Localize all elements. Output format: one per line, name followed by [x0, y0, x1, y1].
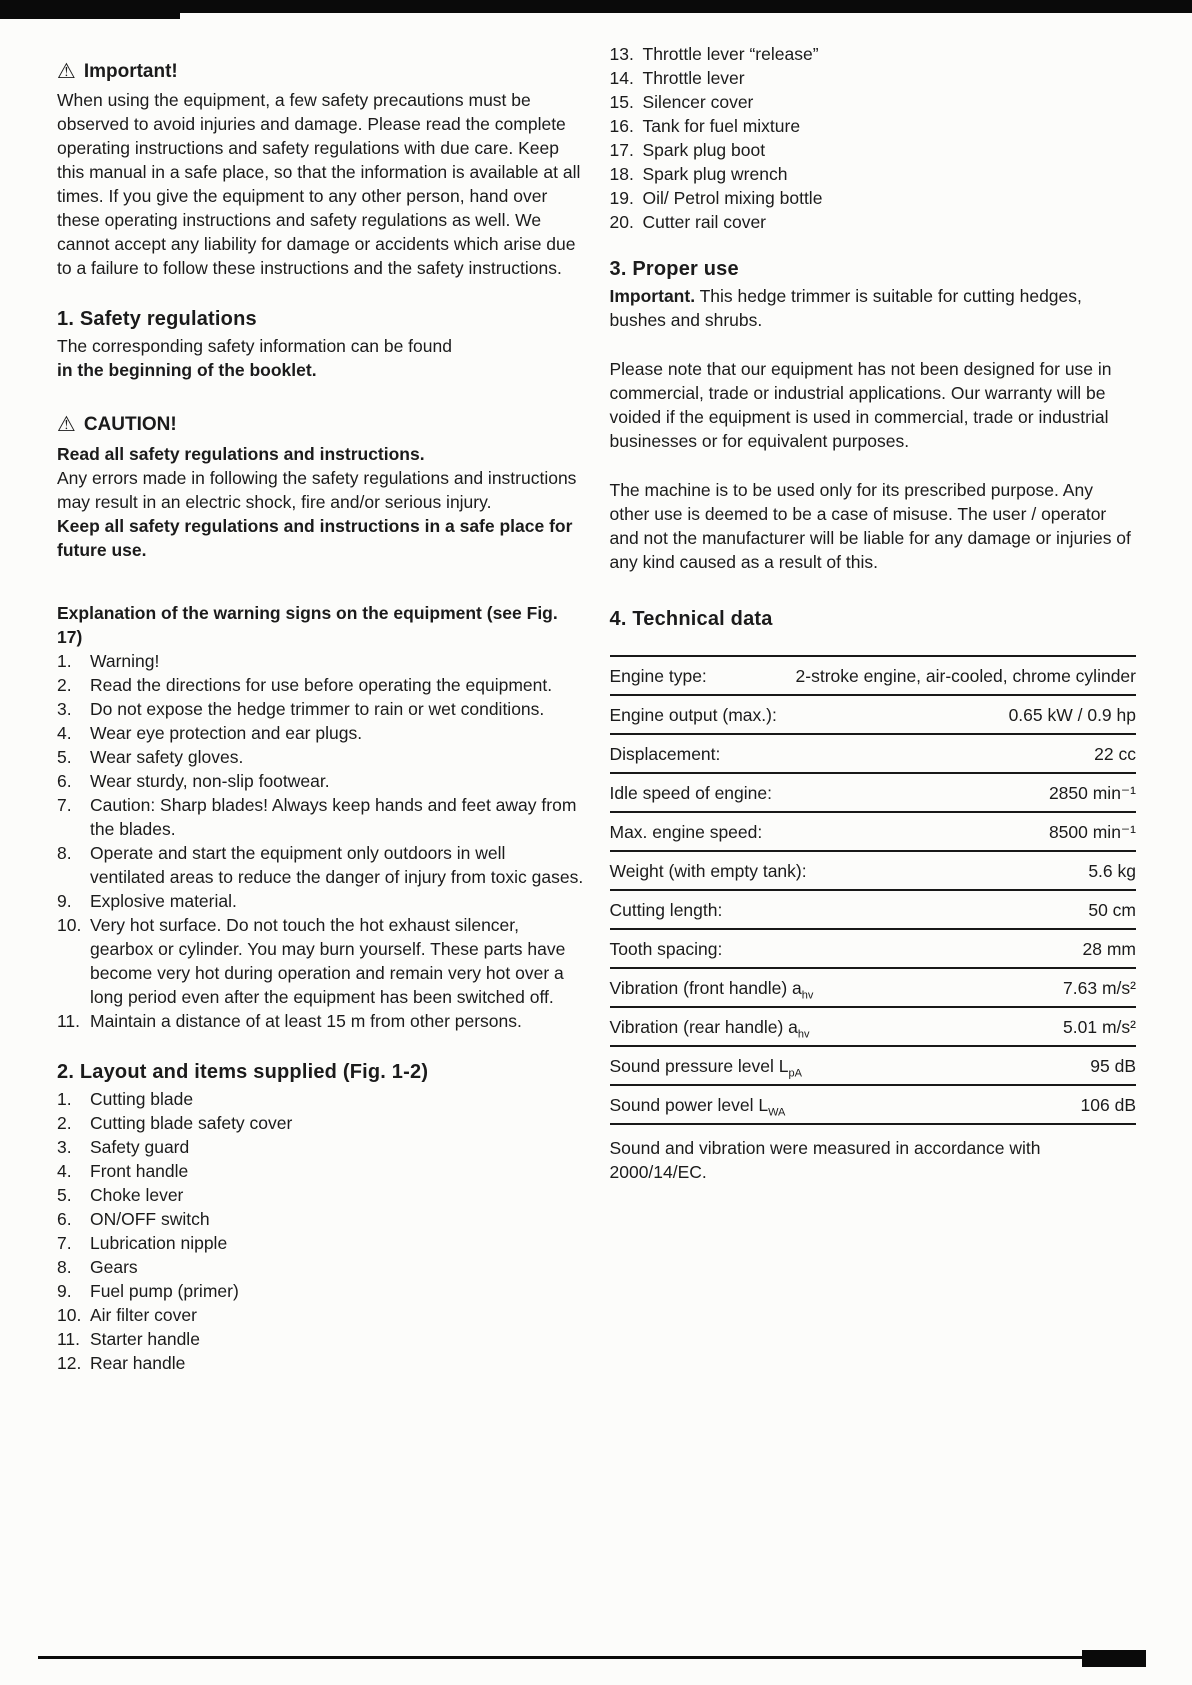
- technical-data-row: [610, 735, 1137, 774]
- list-item: [57, 1159, 584, 1183]
- technical-data-label-subscript: hv: [801, 989, 814, 1002]
- technical-data-row: [610, 1086, 1137, 1125]
- list-item-number: 4.: [57, 723, 72, 743]
- list-item: [57, 793, 584, 841]
- list-item-text: Explosive material.: [90, 891, 237, 911]
- list-item-number: 2.: [57, 1113, 72, 1133]
- list-item: [610, 186, 1137, 210]
- technical-data-value: 28 mm: [1082, 939, 1136, 959]
- list-item-text: Safety guard: [90, 1137, 190, 1157]
- list-item: [57, 1135, 584, 1159]
- list-item-number: 17.: [609, 140, 634, 160]
- list-item-number: 5.: [57, 1185, 72, 1205]
- list-item: [57, 1255, 584, 1279]
- list-item-text: ON/OFF switch: [90, 1209, 210, 1229]
- list-item-number: 19.: [609, 188, 634, 208]
- technical-data-label: [610, 937, 735, 961]
- list-item: [57, 1111, 584, 1135]
- technical-data-label: [610, 1054, 814, 1078]
- list-item-text: Wear eye protection and ear plugs.: [90, 723, 363, 743]
- list-item: [610, 162, 1137, 186]
- technical-data-row: [610, 969, 1137, 1008]
- technical-data-label-text: Engine type:: [609, 666, 707, 686]
- section-safety-regulations: [57, 307, 584, 382]
- list-item-text: Cutting blade safety cover: [90, 1113, 293, 1133]
- technical-data-label-text: Engine output (max.):: [609, 705, 777, 725]
- list-item: [57, 913, 584, 1009]
- list-item-number: 4.: [57, 1161, 72, 1181]
- technical-data-label: [610, 1015, 822, 1039]
- list-item-text: Front handle: [90, 1161, 189, 1181]
- list-item-text: Caution: Sharp blades! Always keep hands and feet away from the blades.: [90, 795, 577, 839]
- technical-data-label-text: Max. engine speed:: [609, 822, 763, 842]
- safety-regulations-body-bold: in the beginning of the booklet.: [57, 360, 317, 380]
- list-item-number: 1.: [57, 1089, 72, 1109]
- list-item-number: 2.: [57, 675, 72, 695]
- technical-data-label-text: Sound pressure level L: [609, 1056, 789, 1076]
- list-item: [57, 697, 584, 721]
- technical-data-row: [610, 696, 1137, 735]
- caution-heading-text: CAUTION!: [83, 414, 177, 435]
- caution-tail: Keep all safety regulations and instructions in a safe place for future use.: [57, 516, 573, 560]
- warning-signs-heading: Explanation of the warning signs on the equipment (see Fig. 17): [57, 603, 558, 647]
- technical-data-label: [610, 703, 789, 727]
- list-item-number: 9.: [57, 891, 72, 911]
- list-item-number: 8.: [57, 1257, 72, 1277]
- list-item-number: 6.: [57, 1209, 72, 1229]
- list-item-number: 9.: [57, 1281, 72, 1301]
- warning-triangle-icon: ⚠: [57, 59, 76, 83]
- technical-data-value: 2850 min⁻¹: [1048, 783, 1136, 803]
- list-item-text: Rear handle: [90, 1353, 186, 1373]
- technical-data-label: [610, 859, 819, 883]
- list-item-number: 11.: [57, 1329, 81, 1349]
- section-technical-data: [610, 607, 1137, 1184]
- list-item: [57, 1087, 584, 1111]
- technical-data-value: 2-stroke engine, air-cooled, chrome cylinder: [795, 666, 1136, 686]
- technical-data-value: 22 cc: [1094, 744, 1136, 764]
- technical-data-value: 7.63 m/s²: [1063, 978, 1136, 998]
- technical-data-label-text: Displacement:: [609, 744, 721, 764]
- technical-data-label: [610, 781, 785, 805]
- scan-bottom-rule: [38, 1656, 1142, 1659]
- list-item: [57, 841, 584, 889]
- caution-lead: Read all safety regulations and instructions.: [57, 444, 425, 464]
- technical-data-label-subscript: hv: [797, 1028, 810, 1041]
- list-item: [57, 769, 584, 793]
- scan-edge-top-left: [0, 0, 180, 19]
- technical-data-row: [610, 1008, 1137, 1047]
- list-item-number: 15.: [609, 92, 634, 112]
- proper-use-para1: Please note that our equipment has not been designed for use in commercial, trade or industrial applications. Our warranty will be voided if the equipment is used in commercial, trade or industrial businesses or for equivalent purposes.: [609, 359, 1112, 451]
- technical-data-label: [610, 1093, 798, 1117]
- list-item-text: Spark plug boot: [642, 140, 766, 160]
- list-item-number: 3.: [57, 699, 72, 719]
- list-item: [57, 1231, 584, 1255]
- list-item: [610, 42, 1137, 66]
- right-column: [610, 42, 1137, 1375]
- section-layout-items: [57, 1060, 584, 1375]
- list-item-number: 14.: [609, 68, 634, 88]
- technical-data-label-text: Vibration (rear handle) a: [609, 1017, 798, 1037]
- safety-regulations-body: [57, 334, 584, 382]
- list-item-text: Throttle lever “release”: [642, 44, 819, 64]
- technical-data-value: 0.65 kW / 0.9 hp: [1008, 705, 1136, 725]
- list-item: [610, 90, 1137, 114]
- technical-data-row: [610, 891, 1137, 930]
- list-item: [57, 1279, 584, 1303]
- technical-data-row: [610, 1047, 1137, 1086]
- list-item: [57, 1327, 584, 1351]
- technical-data-row: [610, 930, 1137, 969]
- list-item-text: Starter handle: [90, 1329, 200, 1349]
- technical-data-label-text: Weight (with empty tank):: [609, 861, 807, 881]
- list-item: [57, 649, 584, 673]
- technical-data-label-text: Vibration (front handle) a: [609, 978, 802, 998]
- technical-data-label-subscript: pA: [788, 1067, 802, 1080]
- list-item-number: 16.: [609, 116, 634, 136]
- technical-data-label: [610, 898, 735, 922]
- technical-data-value: 8500 min⁻¹: [1048, 822, 1136, 842]
- list-item-number: 20.: [609, 212, 634, 232]
- layout-items-13-20: [610, 42, 1137, 234]
- list-item-text: Wear safety gloves.: [90, 747, 244, 767]
- scan-artifact-bottom-right: [1082, 1650, 1146, 1667]
- technical-data-label-subscript: WA: [768, 1106, 786, 1119]
- technical-data-label: [610, 820, 775, 844]
- list-item-text: Do not expose the hedge trimmer to rain or wet conditions.: [90, 699, 545, 719]
- list-item-number: 7.: [57, 1233, 72, 1253]
- list-item: [57, 1351, 584, 1375]
- caution-heading: [57, 413, 584, 437]
- caution-body: Any errors made in following the safety regulations and instructions may result in an electric shock, fire and/or serious injury.: [57, 468, 577, 512]
- list-item-number: 7.: [57, 795, 72, 815]
- list-item-text: Warning!: [90, 651, 160, 671]
- list-item-text: Oil/ Petrol mixing bottle: [642, 188, 823, 208]
- list-item-text: Wear sturdy, non-slip footwear.: [90, 771, 330, 791]
- list-item-number: 18.: [609, 164, 634, 184]
- list-item-text: Throttle lever: [642, 68, 745, 88]
- important-heading: [57, 60, 584, 84]
- list-item-text: Cutter rail cover: [642, 212, 767, 232]
- safety-regulations-heading: 1. Safety regulations: [57, 308, 257, 330]
- technical-data-heading: 4. Technical data: [609, 608, 773, 630]
- list-item-text: Tank for fuel mixture: [642, 116, 801, 136]
- list-item-text: Fuel pump (primer): [90, 1281, 239, 1301]
- technical-data-label-text: Cutting length:: [609, 900, 723, 920]
- left-column: [57, 42, 584, 1375]
- list-item-text: Operate and start the equipment only outdoors in well ventilated areas to reduce the danger of injury from toxic gases.: [90, 843, 584, 887]
- list-item-text: Air filter cover: [90, 1305, 197, 1325]
- technical-data-label: [610, 664, 719, 688]
- list-item: [57, 721, 584, 745]
- list-item-number: 6.: [57, 771, 72, 791]
- technical-data-value: 106 dB: [1080, 1095, 1136, 1115]
- technical-data-row: [610, 813, 1137, 852]
- important-heading-text: Important!: [83, 61, 178, 82]
- list-item-number: 11.: [57, 1011, 81, 1031]
- list-item: [57, 1207, 584, 1231]
- list-item-number: 13.: [609, 44, 634, 64]
- technical-data-row: [610, 852, 1137, 891]
- list-item-text: Spark plug wrench: [642, 164, 788, 184]
- section-important: [57, 60, 584, 280]
- list-item-text: Lubrication nipple: [90, 1233, 228, 1253]
- technical-data-value: 95 dB: [1090, 1056, 1136, 1076]
- proper-use-heading: 3. Proper use: [609, 258, 739, 280]
- proper-use-lead: [610, 284, 1137, 332]
- list-item: [610, 210, 1137, 234]
- list-item-number: 8.: [57, 843, 72, 863]
- warning-signs-list: [57, 649, 584, 1033]
- technical-data-label-text: Sound power level L: [609, 1095, 769, 1115]
- technical-data-row: [610, 657, 1137, 696]
- list-item: [57, 1183, 584, 1207]
- technical-data-table: [610, 655, 1137, 1125]
- list-item-number: 5.: [57, 747, 72, 767]
- section-caution: [57, 413, 584, 562]
- list-item: [57, 889, 584, 913]
- list-item-text: Choke lever: [90, 1185, 184, 1205]
- technical-data-label-text: Tooth spacing:: [609, 939, 723, 959]
- technical-data-row: [610, 774, 1137, 813]
- technical-data-value: 5.01 m/s²: [1063, 1017, 1136, 1037]
- list-item-text: Silencer cover: [642, 92, 754, 112]
- proper-use-para2: The machine is to be used only for its prescribed purpose. Any other use is deemed to be a case of misuse. The user / operator and not the manufacturer will be liable for any damage or injuries of any kind caused as a result of this.: [609, 480, 1131, 572]
- technical-data-label: [610, 976, 826, 1000]
- technical-data-value: 5.6 kg: [1088, 861, 1136, 881]
- list-item: [610, 114, 1137, 138]
- technical-data-value: 50 cm: [1088, 900, 1136, 920]
- important-body: When using the equipment, a few safety precautions must be observed to avoid injuries and damage. Please read the complete operating instructions and safety regulations with due care. Keep this manual in a safe place, so that the information is available at all times. If you give the equipment to any other person, hand over these operating instructions and safety regulations as well. We cannot accept any liability for damage or accidents which arise due to a failure to follow these instructions and the safety instructions.: [57, 90, 581, 278]
- list-item-number: 10.: [57, 1305, 82, 1325]
- proper-use-lead-rest: This hedge trimmer is suitable for cutting hedges, bushes and shrubs.: [609, 286, 1082, 330]
- list-item: [57, 1303, 584, 1327]
- proper-use-lead-bold: Important.: [609, 286, 696, 306]
- section-proper-use: [610, 257, 1137, 574]
- list-item-number: 10.: [57, 915, 82, 935]
- list-item-text: Gears: [90, 1257, 138, 1277]
- list-item-text: Maintain a distance of at least 15 m from other persons.: [90, 1011, 522, 1031]
- safety-regulations-body-normal: The corresponding safety information can be found: [57, 336, 452, 356]
- list-item-number: 3.: [57, 1137, 72, 1157]
- list-item: [57, 745, 584, 769]
- list-item: [57, 673, 584, 697]
- technical-data-label-text: Idle speed of engine:: [609, 783, 772, 803]
- list-item-number: 12.: [57, 1353, 82, 1373]
- layout-items-1-12: [57, 1087, 584, 1375]
- list-item-text: Very hot surface. Do not touch the hot exhaust silencer, gearbox or cylinder. You may burn yourself. These parts have become very hot during operation and remain very hot over a long period even after the equipment has been switched off.: [90, 915, 566, 1007]
- list-item: [57, 1009, 584, 1033]
- technical-data-label: [610, 742, 733, 766]
- technical-data-footer: Sound and vibration were measured in accordance with 2000/14/EC.: [609, 1138, 1041, 1182]
- warning-triangle-icon: ⚠: [57, 412, 76, 436]
- list-item: [610, 138, 1137, 162]
- section-warning-signs: [57, 601, 584, 1033]
- list-item: [610, 66, 1137, 90]
- list-item-number: 1.: [57, 651, 72, 671]
- list-item-text: Cutting blade: [90, 1089, 194, 1109]
- layout-items-heading: 2. Layout and items supplied (Fig. 1-2): [57, 1061, 429, 1083]
- list-item-text: Read the directions for use before operating the equipment.: [90, 675, 553, 695]
